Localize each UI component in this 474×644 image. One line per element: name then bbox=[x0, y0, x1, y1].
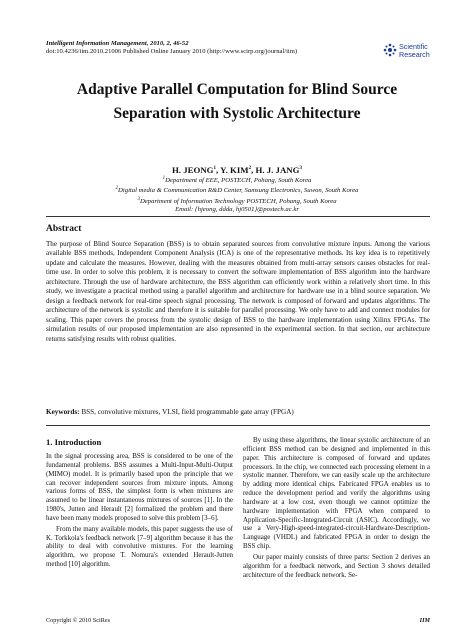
paper-title bbox=[40, 78, 434, 126]
keywords-label: Keywords: bbox=[46, 408, 80, 416]
title-line-1: Adaptive Parallel Computation for Blind Source bbox=[76, 81, 398, 98]
author-email: Email: {hjeong, ddda, hj0501}@postech.ac.kr bbox=[175, 206, 299, 214]
logo-text bbox=[399, 43, 430, 59]
divider-top bbox=[46, 216, 430, 217]
column-right bbox=[243, 436, 430, 582]
author-name: H. J. JANG bbox=[255, 164, 300, 175]
logo-line-1: Scientific bbox=[399, 42, 428, 51]
affiliation bbox=[40, 196, 434, 206]
affiliation-text: Digital media & Communication R&D Center, Samsung Electronics, Suwon, South Korea bbox=[118, 187, 359, 195]
divider-bottom bbox=[46, 425, 430, 426]
paragraph: By using these algorithms, the linear systolic architecture of an efficient BSS method can be designed and implemented in this paper. This architecture is composed of forward and updates processors. In the chip, we connected each processing element in a systolic manner. Therefore, we can easily scale up the architecture by adding more identical chips. Fabricated FPGA enables us to reduce the development period and verify the algorithms using hardware at a low cost, even though we cannot optimize the hardware implementation with FPGA when compared to Application-Specific-Integrated-Circuit (ASIC). Accordingly, we use a Very-High-speed-integrated-circuit-Hardware-Description-Language (VHDL) and fabricated FPGA in order to design the BSS chip. bbox=[243, 436, 430, 551]
journal-citation: Intelligent Information Management, 2010, 2, 46-52 bbox=[46, 40, 189, 47]
keywords-text: BSS, convolutive mixtures, VLSI, field programmable gate array (FPGA) bbox=[81, 408, 294, 416]
affiliation-text: Department of Information Technology POSTECH, Pohang, South Korea bbox=[139, 198, 337, 206]
author-mark: 3 bbox=[299, 166, 303, 171]
affiliation-mark: 1 bbox=[162, 176, 166, 181]
abstract-heading: Abstract bbox=[46, 224, 82, 234]
publisher-logo bbox=[383, 42, 463, 66]
affiliation bbox=[40, 185, 434, 195]
affiliation-mark: 2 bbox=[115, 186, 119, 192]
journal-abbrev: IIM bbox=[419, 617, 430, 624]
author-mark: 2 bbox=[248, 166, 252, 171]
affiliations bbox=[40, 175, 434, 215]
keywords bbox=[46, 408, 430, 417]
paragraph: In the signal processing area, BSS is considered to be one of the fundamental problems. BSS assumes a Multi-Input-Multi-Output (MIMO) model. It is primarily based upon the principle that we can recover independent sources from mixture inputs. Among various forms of BSS, the simplest form is when mixtures are assumed to be linear instantaneous mixtures of sources [1]. In the 1980's, Jutten and Herault [2] formalized the problem and there have been many models proposed to solve this problem [3–6]. bbox=[46, 452, 233, 522]
journal-header bbox=[46, 40, 346, 56]
page-footer bbox=[46, 617, 430, 624]
affiliation-mark: 3 bbox=[137, 196, 140, 202]
affiliation bbox=[40, 175, 434, 185]
scientific-research-logo-icon bbox=[383, 43, 397, 57]
paragraph: From the many available models, this paper suggests the use of K. Torkkola's feedback network [7–9] algorithm because it has the ability to deal with convolutive mixtures. For the learning algorithm, we propose T. Nomura's extended Herault-Jutten method [10] algorithm. bbox=[46, 524, 233, 569]
author-list: H. JEONG$^1$, Y. KIM$^2$, H. J. JANG$^3$ bbox=[171, 164, 303, 175]
logo-line-2: Research bbox=[399, 50, 430, 60]
column-left bbox=[46, 452, 233, 571]
author-name: Y. KIM bbox=[220, 164, 249, 175]
paragraph: Our paper mainly consists of three parts: Section 2 derives an algorithm for a feedback network, and Section 3 shows detailed architecture of the feedback network. Se- bbox=[243, 552, 430, 579]
doi-line: doi:10.4236/iim.2010.21006 Published Online January 2010 (http://www.scirp.org/journal/iim) bbox=[46, 48, 298, 56]
author-name: H. JEONG bbox=[171, 164, 214, 175]
copyright: Copyright © 2010 SciRes bbox=[46, 617, 110, 624]
affiliation-text: Department of EEE, POSTECH, Pohang, South Korea bbox=[165, 177, 312, 185]
title-line-2: Separation with Systolic Architecture bbox=[113, 105, 361, 122]
section-heading-introduction: 1. Introduction bbox=[46, 437, 102, 447]
abstract-text: The purpose of Blind Source Separation (BSS) is to obtain separated sources from convolutive mixture inputs. Among the various available BSS methods, Independent Component Analysis (ICA) is one of the representative methods. Its key idea is to repetitively update and calculate the measures. However, dealing with the measures obtained from multi-array sensors causes obstacles for real-time use. In order to solve this problem, it is necessary to convert the software implementation of BSS algorithm into the hardware architecture. Through the use of hardware architecture, the BSS algorithm can efficiently work within a relatively short time. In this study, we investigate a practical method using a parallel algorithm and architecture for hardware use in a blind source separation. We design a feedback network for real-time speech signal processing. The network is composed of forward and updates algorithms. The architecture of the network is systolic and therefore it is suitable for parallel processing. We only have to add and connect modules for scaling. This paper covers the process from the systolic design of BSS to the hardware implementation using Xilinx FPGAs. The simulation results of our proposed implementation are also represented in the experimental section. In that section, our architecture returns satisfying results with robust qualities. bbox=[46, 240, 430, 343]
author-mark: 1 bbox=[213, 166, 217, 171]
